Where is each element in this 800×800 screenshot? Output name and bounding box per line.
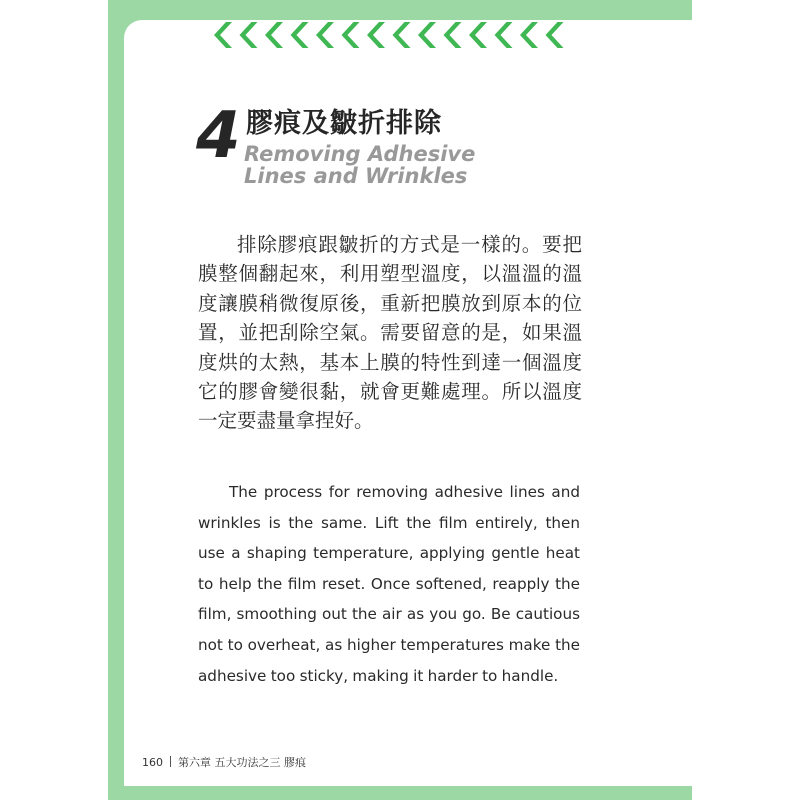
chevron-banner-graphic — [212, 20, 568, 50]
section-title-english-line1: Removing Adhesive — [244, 142, 476, 166]
chevron-left-icon — [546, 22, 564, 48]
section-title-chinese: 膠痕及皺折排除 — [246, 108, 442, 139]
chapter-title: 第六章 五大功法之三 膠痕 — [178, 756, 306, 769]
chevron-left-icon — [214, 22, 232, 48]
chevron-left-icon — [520, 22, 538, 48]
chevron-left-icon — [240, 22, 258, 48]
chevron-left-icon — [469, 22, 487, 48]
page-footer — [142, 756, 306, 770]
english-paragraph: The process for removing adhesive lines and wrinkles is the same. Lift the film entirely, then use a shaping temperature, applying gentle heat to help the film reset. Once softened, reapply the film, smoothing out the air as you go. Be cautious not to overheat, as higher temperatures make the adhesive too sticky, making it harder to handle. — [198, 483, 580, 685]
chevron-left-icon — [265, 22, 283, 48]
chevron-left-icon — [444, 22, 462, 48]
section-title-english-line2: Lines and Wrinkles — [244, 164, 468, 188]
chevron-banner — [212, 20, 568, 50]
section-title-english — [244, 143, 475, 187]
chevron-left-icon — [342, 22, 360, 48]
page-number: 160 — [142, 756, 163, 769]
chevron-left-icon — [418, 22, 436, 48]
chevron-left-icon — [393, 22, 411, 48]
chevron-left-icon — [316, 22, 334, 48]
footer-divider — [170, 756, 171, 767]
chevron-left-icon — [495, 22, 513, 48]
chevron-left-icon — [291, 22, 309, 48]
section-number: 4 — [196, 99, 241, 173]
chinese-paragraph: 排除膠痕跟皺折的方式是一樣的。要把膜整個翻起來，利用塑型溫度，以溫溫的溫度讓膜稍微復原後，重新把膜放到原本的位置，並把刮除空氣。需要留意的是，如果溫度烘的太熱，基本上膜的特性到達一個溫度它的膠會變很黏，就會更難處理。所以溫度一定要盡量拿捏好。 — [198, 233, 582, 433]
chevron-left-icon — [367, 22, 385, 48]
